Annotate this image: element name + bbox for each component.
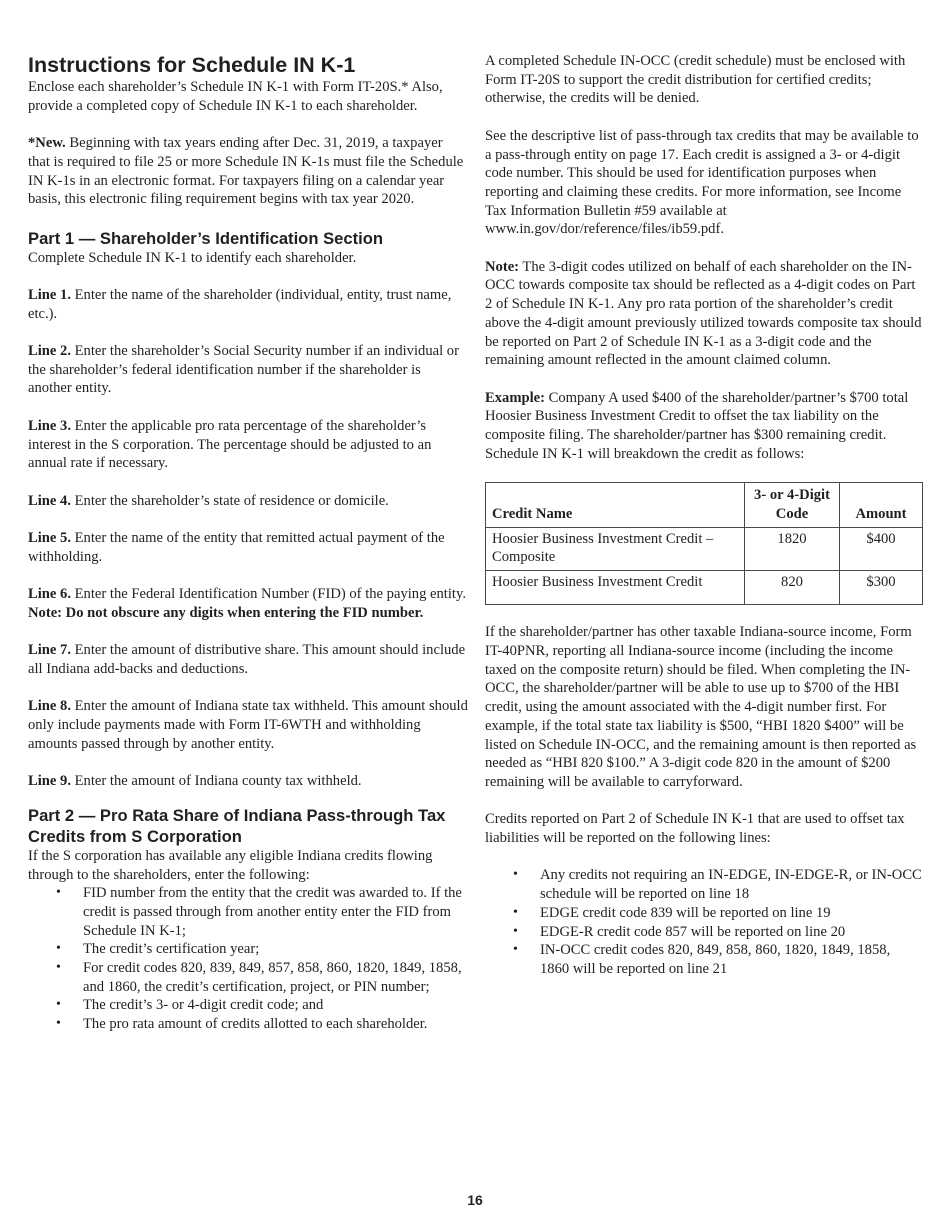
left-column [28,52,468,1034]
cell-amount: $400 [840,527,923,570]
line-label: Line 8. [28,698,71,715]
line-label: Line 9. [28,773,71,790]
line-5-instruction [28,529,468,566]
right-column [485,52,923,979]
column-header-credit-name: Credit Name [486,483,745,527]
note-label: Note: [485,258,520,275]
line-6-instruction [28,585,468,622]
new-label: *New. [28,135,66,152]
table-row [486,527,923,570]
example-paragraph [485,389,923,464]
list-item: • EDGE-R credit code 857 will be reported on line 20 [485,923,923,942]
line-label: Line 6. [28,586,71,603]
example-text: Company A used $400 of the shareholder/partner’s $700 total Hoosier Business Investment Credit to offset the tax liability on the composite filing. The shareholder/partner has $300 remaining credit. Schedule IN K-1 will breakdown the credit as follows: [485,389,909,462]
page-number: 16 [467,1192,483,1208]
list-item: • The credit’s certification year; [28,940,468,959]
note-text: The 3-digit codes utilized on behalf of each shareholder on the IN-OCC towards composite tax should be reflected as a 4-digit codes on Part 2 of Schedule IN K-1. Any pro rata portion of the shareholder’s credit above the 4-digit amount previously utilized towards composite tax should be reported on Part 2 of Schedule IN K-1 as a 3-digit code and the remaining amount reflected in the amount claimed column. [485,258,922,369]
new-requirement-note [28,134,468,209]
reporting-lines-list [485,866,923,978]
composite-note [485,258,923,370]
cell-code: 820 [745,570,840,604]
part2-bullet-list [28,884,468,1034]
column-header-amount: Amount [840,483,923,527]
credit-list-paragraph: See the descriptive list of pass-through tax credits that may be available to a pass-through entity on page 17. Each credit is assigned a 3- or 4-digit code number. This should be used for identification purposes when reporting and claiming these credits. For more information, see Income Tax Information Bulletin #59 available at www.in.gov/dor/reference/files/ib59.pdf. [485,127,919,238]
line-text: Enter the amount of Indiana state tax withheld. This amount should only include payments made with Form IT-6WTH and withholding amounts passed through by another entity. [28,698,468,752]
example-label: Example: [485,389,545,406]
other-income-paragraph: If the shareholder/partner has other taxable Indiana-source income, Form IT-40PNR, reporting all Indiana-source income (including the income taxed on the composite return) should be filed. When completing the IN-OCC, the shareholder/partner will be able to use up to $700 of the HBI credit, using the amount associated with the 4-digit number first. For example, if the total state tax liability is $500, “HBI 1820 $400” will be listed on Schedule IN-OCC, and the remaining amount is then reported as needed as “HBI 820 $100.” A 3-digit code 820 in the amount of $200 remaining will be available to carryforward. [485,624,917,790]
line-label: Line 2. [28,343,71,360]
cell-credit-name: Hoosier Business Investment Credit – Composite [486,527,745,570]
line-text: Enter the amount of distributive share. This amount should include all Indiana add-backs and deductions. [28,642,466,677]
list-item: • Any credits not requiring an IN-EDGE, IN-EDGE-R, or IN-OCC schedule will be reported on line 18 [485,866,923,903]
part1-heading: Part 1 — Shareholder’s Identification Section [28,228,383,248]
line-text: Enter the shareholder’s Social Security number if an individual or the shareholder’s federal identification number if the shareholder is another entity. [28,343,459,397]
line-9-instruction [28,772,468,791]
list-item: • FID number from the entity that the credit was awarded to. If the credit is passed through from another entity enter the FID from Schedule IN K-1; [28,884,468,940]
cell-amount: $300 [840,570,923,604]
in-occ-paragraph: A completed Schedule IN-OCC (credit schedule) must be enclosed with Form IT-20S to support the credit distribution for certified credits; otherwise, the credits will be denied. [485,53,906,107]
line-3-instruction [28,417,468,473]
part1-intro: Complete Schedule IN K-1 to identify each shareholder. [28,249,357,266]
line-text: Enter the amount of Indiana county tax withheld. [70,773,362,790]
list-item: • For credit codes 820, 839, 849, 857, 858, 860, 1820, 1849, 1858, and 1860, the credit’s certification, project, or PIN number; [28,959,468,996]
cell-credit-name: Hoosier Business Investment Credit [486,570,745,604]
reporting-lines-intro: Credits reported on Part 2 of Schedule IN K-1 that are used to offset tax liabilities will be reported on the following lines: [485,811,905,847]
line-text: Enter the applicable pro rata percentage of the shareholder’s interest in the S corporation. The percentage should be adjusted to an annual rate if necessary. [28,417,432,472]
line-4-instruction [28,492,468,511]
table-row [486,570,923,604]
line-text: Enter the name of the shareholder (individual, entity, trust name, etc.). [28,286,452,322]
line-label: Line 5. [28,530,71,547]
list-item: • EDGE credit code 839 will be reported on line 19 [485,904,923,923]
column-header-code: 3- or 4-Digit Code [745,483,840,527]
line-text: Enter the shareholder’s state of residence or domicile. [70,492,389,509]
part2-heading: Part 2 — Pro Rata Share of Indiana Pass-through Tax Credits from S Corporation [28,805,446,846]
line-8-instruction [28,697,468,753]
intro-paragraph: Enclose each shareholder’s Schedule IN K-1 with Form IT-20S.* Also, provide a completed copy of Schedule IN K-1 to each shareholder. [28,79,443,114]
line-label: Line 1. [28,286,71,303]
cell-code: 1820 [745,527,840,570]
new-text: Beginning with tax years ending after Dec. 31, 2019, a taxpayer that is required to file 25 or more Schedule IN K-1s must file the Schedule IN K-1s in an electronic format. For taxpayers filing on a calendar year basis, this electronic filing requirement begins with tax year 2020. [28,135,464,208]
part2-intro: If the S corporation has available any eligible Indiana credits flowing through to the shareholders, enter the following: [28,847,433,883]
fid-warning: Note: Do not obscure any digits when entering the FID number. [28,604,424,621]
line-text: Enter the Federal Identification Number (FID) of the paying entity. [70,586,466,603]
page-title: Instructions for Schedule IN K-1 [28,53,356,77]
credit-breakdown-table [485,482,923,605]
line-text: Enter the name of the entity that remitted actual payment of the withholding. [28,530,445,565]
line-1-instruction [28,286,468,323]
line-label: Line 3. [28,417,71,434]
list-item: • The pro rata amount of credits allotted to each shareholder. [28,1015,468,1034]
list-item: • IN-OCC credit codes 820, 849, 858, 860, 1820, 1849, 1858, 1860 will be reported on line 21 [485,941,923,978]
line-2-instruction [28,342,468,398]
list-item: • The credit’s 3- or 4-digit credit code; and [28,996,468,1015]
line-label: Line 7. [28,642,71,659]
table-header-row [486,483,923,527]
line-label: Line 4. [28,492,71,509]
line-7-instruction [28,641,468,678]
